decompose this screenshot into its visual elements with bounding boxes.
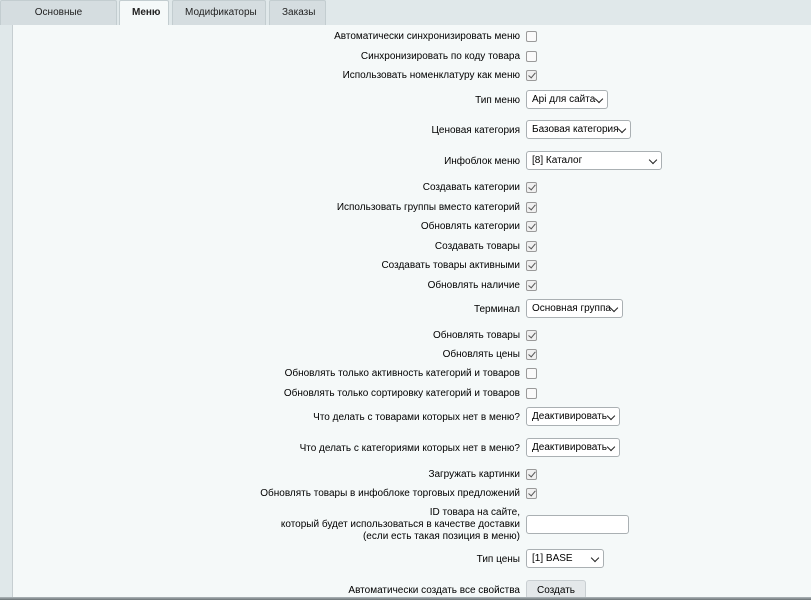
update-activity-only-label: Обновлять только активность категорий и товаров	[284, 368, 520, 379]
create-products-label: Создавать товары	[434, 241, 520, 252]
sync-by-code-checkbox[interactable]	[526, 51, 537, 62]
tab-bar	[0, 0, 811, 25]
update-prices-checkbox[interactable]	[526, 349, 537, 360]
missing-products-label: Что делать с товарами которых нет в меню?	[313, 412, 520, 423]
update-sort-only-label: Обновлять только сортировку категорий и товаров	[283, 388, 520, 399]
terminal-select[interactable]	[526, 299, 623, 318]
tab-orders[interactable]: Заказы	[269, 0, 326, 25]
tab-menu[interactable]: Меню	[119, 0, 169, 26]
create-categories-checkbox[interactable]	[526, 182, 537, 193]
menu-type-value: Api для сайта	[532, 94, 596, 105]
update-offers-checkbox[interactable]	[526, 488, 537, 499]
update-prices-label: Обновлять цены	[442, 349, 520, 360]
auto-sync-label: Автоматически синхронизировать меню	[334, 31, 520, 42]
chevron-down-icon	[607, 443, 615, 451]
missing-categories-label: Что делать с категориями которых нет в меню?	[299, 443, 520, 454]
sync-by-code-label: Синхронизировать по коду товара	[360, 51, 520, 62]
tab-main-settings[interactable]: Основные	[0, 0, 117, 25]
infoblock-label: Инфоблок меню	[444, 156, 520, 167]
price-type-select[interactable]	[526, 549, 604, 568]
update-products-checkbox[interactable]	[526, 330, 537, 341]
auto-sync-checkbox[interactable]	[526, 31, 537, 42]
update-stock-label: Обновлять наличие	[427, 280, 520, 291]
price-type-value: [1] BASE	[532, 553, 573, 564]
create-properties-button[interactable]: Создать	[526, 580, 586, 599]
price-category-select[interactable]	[526, 120, 631, 139]
auto-props-label: Автоматически создать все свойства	[348, 585, 520, 596]
create-active-label: Создавать товары активными	[381, 260, 520, 271]
tab-modifiers[interactable]: Модификаторы	[172, 0, 266, 25]
update-activity-only-checkbox[interactable]	[526, 368, 537, 379]
menu-type-select[interactable]	[526, 90, 608, 109]
create-active-checkbox[interactable]	[526, 260, 537, 271]
chevron-down-icon	[607, 412, 615, 420]
chevron-down-icon	[649, 156, 657, 164]
delivery-id-label	[281, 507, 520, 543]
missing-categories-value: Деактивировать	[532, 442, 607, 453]
price-type-label: Тип цены	[476, 554, 520, 565]
load-images-checkbox[interactable]	[526, 469, 537, 480]
price-category-label: Ценовая категория	[431, 125, 520, 136]
update-stock-checkbox[interactable]	[526, 280, 537, 291]
chevron-down-icon	[595, 95, 603, 103]
missing-categories-select[interactable]	[526, 438, 620, 457]
chevron-down-icon	[618, 125, 626, 133]
use-nomenclature-checkbox[interactable]	[526, 70, 537, 81]
update-products-label: Обновлять товары	[432, 330, 520, 341]
use-groups-label: Использовать группы вместо категорий	[336, 202, 520, 213]
missing-products-select[interactable]	[526, 407, 620, 426]
update-sort-only-checkbox[interactable]	[526, 388, 537, 399]
menu-type-label: Тип меню	[475, 95, 520, 106]
terminal-label: Терминал	[473, 304, 520, 315]
infoblock-select[interactable]	[526, 151, 662, 170]
delivery-id-label-line-1: ID товара на сайте,	[429, 507, 520, 518]
delivery-id-label-line-2: который будет использоваться в качестве доставки	[280, 519, 520, 530]
create-products-checkbox[interactable]	[526, 241, 537, 252]
delivery-id-label-line-3: (если есть такая позиция в меню)	[362, 531, 520, 542]
load-images-label: Загружать картинки	[428, 469, 520, 480]
use-nomenclature-label: Использовать номенклатуру как меню	[342, 70, 520, 81]
infoblock-value: [8] Каталог	[532, 155, 583, 166]
delivery-id-input[interactable]	[526, 515, 629, 534]
update-categories-label: Обновлять категории	[420, 221, 520, 232]
use-groups-checkbox[interactable]	[526, 202, 537, 213]
missing-products-value: Деактивировать	[532, 411, 607, 422]
create-categories-label: Создавать категории	[422, 182, 520, 193]
terminal-value: Основная группа	[532, 303, 611, 314]
chevron-down-icon	[610, 304, 618, 312]
price-category-value: Базовая категория	[532, 124, 619, 135]
chevron-down-icon	[591, 554, 599, 562]
update-categories-checkbox[interactable]	[526, 221, 537, 232]
update-offers-label: Обновлять товары в инфоблоке торговых предложений	[260, 488, 520, 499]
